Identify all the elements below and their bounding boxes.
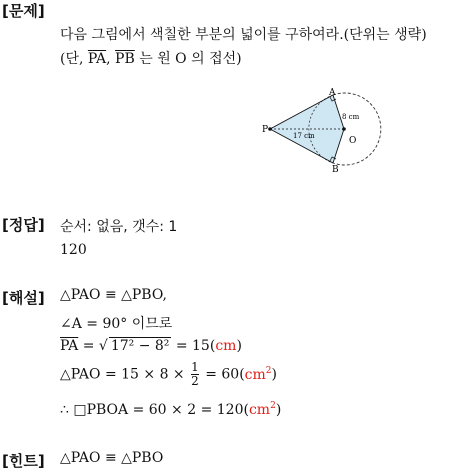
answer-heading: [정답] [2, 216, 45, 234]
unit-cm2 [245, 367, 272, 383]
label-a: A [329, 88, 336, 98]
solution-line-1: △PAO ≡ △PBO, [60, 287, 167, 303]
label-p: P [262, 125, 269, 135]
eq-sign: = [78, 338, 99, 354]
label-17cm: 17 cm [293, 132, 315, 140]
unit-cm2-base: cm [244, 366, 266, 383]
fraction-denominator: 2 [191, 374, 199, 388]
area-expr: △PAO = 15 × 8 × [60, 366, 190, 383]
label-o: O [349, 136, 357, 146]
condition-sep: , [106, 51, 116, 67]
sqrt-symbol: √ [98, 338, 108, 354]
unit-cm: cm [215, 338, 237, 354]
tangent-figure [255, 86, 385, 178]
condition-suffix: 는 원 O 의 접선) [134, 51, 242, 67]
problem-heading: [문제] [2, 2, 45, 20]
problem-condition [60, 48, 242, 68]
unit-cm2-total [249, 402, 276, 418]
solution-line-5 [60, 402, 281, 418]
label-b: B [332, 165, 339, 175]
solution-line-4 [60, 361, 277, 388]
unit-close-2: ) [271, 366, 277, 383]
solution-line-3 [60, 337, 242, 354]
unit-cm2-total-exp: 2 [270, 401, 276, 411]
segment-pa: $\overline{PA}$ [87, 51, 107, 67]
unit-cm2-total-base: cm [248, 402, 271, 418]
unit-close-3: ) [275, 402, 282, 418]
problem-statement: 다음 그림에서 색칠한 부분의 넓이를 구하여라.(단위는 생략) [60, 27, 427, 43]
hint-text: △PAO ≡ △PBO [60, 450, 164, 466]
solution-heading: [해설] [2, 289, 45, 307]
sqrt-result: = 15( [171, 338, 216, 354]
condition-prefix: (단, [60, 51, 88, 67]
fraction-numerator: 1 [191, 360, 199, 374]
segment-pb: $\overline{PB}$ [115, 51, 135, 67]
area-result: = 60( [200, 366, 245, 383]
segment-pa-sol: $\overline{PA}$ [60, 338, 79, 354]
solution-line-2: ∠A = 90° 이므로 [60, 316, 173, 332]
answer-value: 120 [60, 242, 87, 258]
hint-heading: [힌트] [2, 452, 45, 470]
answer-meta: 순서: 없음, 갯수: 1 [60, 219, 178, 235]
fraction-half [191, 361, 199, 388]
unit-close: ) [236, 338, 242, 354]
point-p [268, 127, 272, 131]
unit-cm2-exp: 2 [265, 365, 272, 376]
sqrt-radicand: 17² − 8² [110, 338, 170, 354]
point-o [342, 127, 346, 131]
total-expr: ∴ □PBOA = 60 × 2 = 120( [60, 402, 249, 418]
label-8cm: 8 cm [342, 113, 360, 121]
